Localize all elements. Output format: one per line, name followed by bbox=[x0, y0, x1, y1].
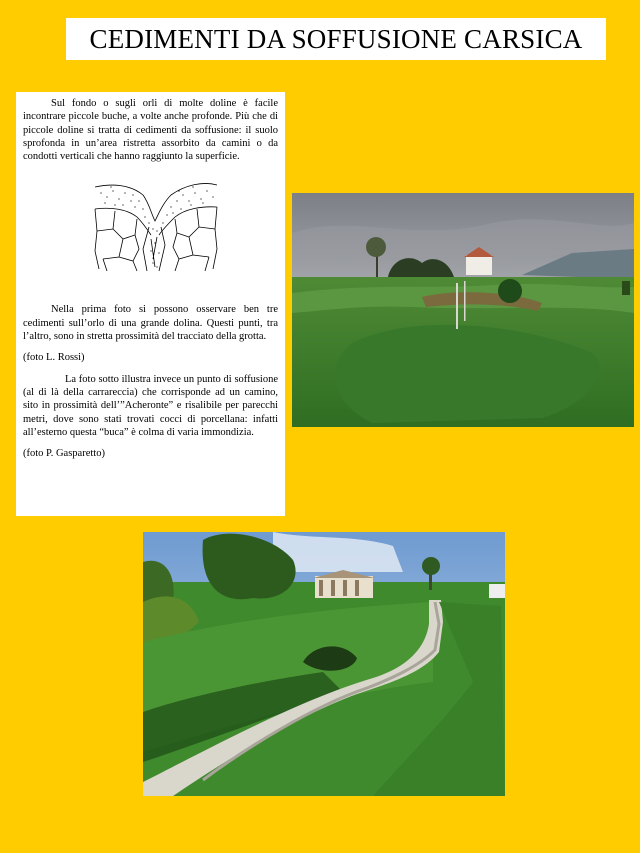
soffusion-sketch-figure bbox=[93, 179, 219, 273]
title-box bbox=[66, 18, 606, 60]
text-panel bbox=[16, 92, 285, 516]
paragraph-intro: Sul fondo o sugli orli di molte doline è facile incontrare piccole buche, a volte anche profonde. Più che di piccole doline si tratta di cedimenti da soffusione: il suolo sprofonda in un’area ristretta assorbito da camini o da condotti verticali che hanno raggiunto la superficie. bbox=[23, 98, 278, 163]
carrareccia-photo bbox=[143, 532, 505, 796]
photo-credit-gasparetto: (foto P. Gasparetto) bbox=[23, 448, 105, 460]
paragraph-second-photo: La foto sotto illustra invece un punto di soffusione (al di là della carrareccia) che corrisponde ad un camino, sito in prossimità dell’”Acheronte” e risalibile per parecchi metri, dove sono stati trovati cocci di porcellana: infatti all’esterno questa “buca” è colma di varia immondizia. bbox=[23, 373, 278, 438]
photo-credit-rossi: (foto L. Rossi) bbox=[23, 352, 85, 364]
doline-photo bbox=[292, 193, 634, 427]
paragraph-first-photo: Nella prima foto si possono osservare ben tre cedimenti sull’orlo di una grande dolina. Questi punti, tra l’altro, sono in stretta prossimità del tracciato della grotta. bbox=[23, 304, 278, 343]
page-title: CEDIMENTI DA SOFFUSIONE CARSICA bbox=[89, 23, 583, 54]
